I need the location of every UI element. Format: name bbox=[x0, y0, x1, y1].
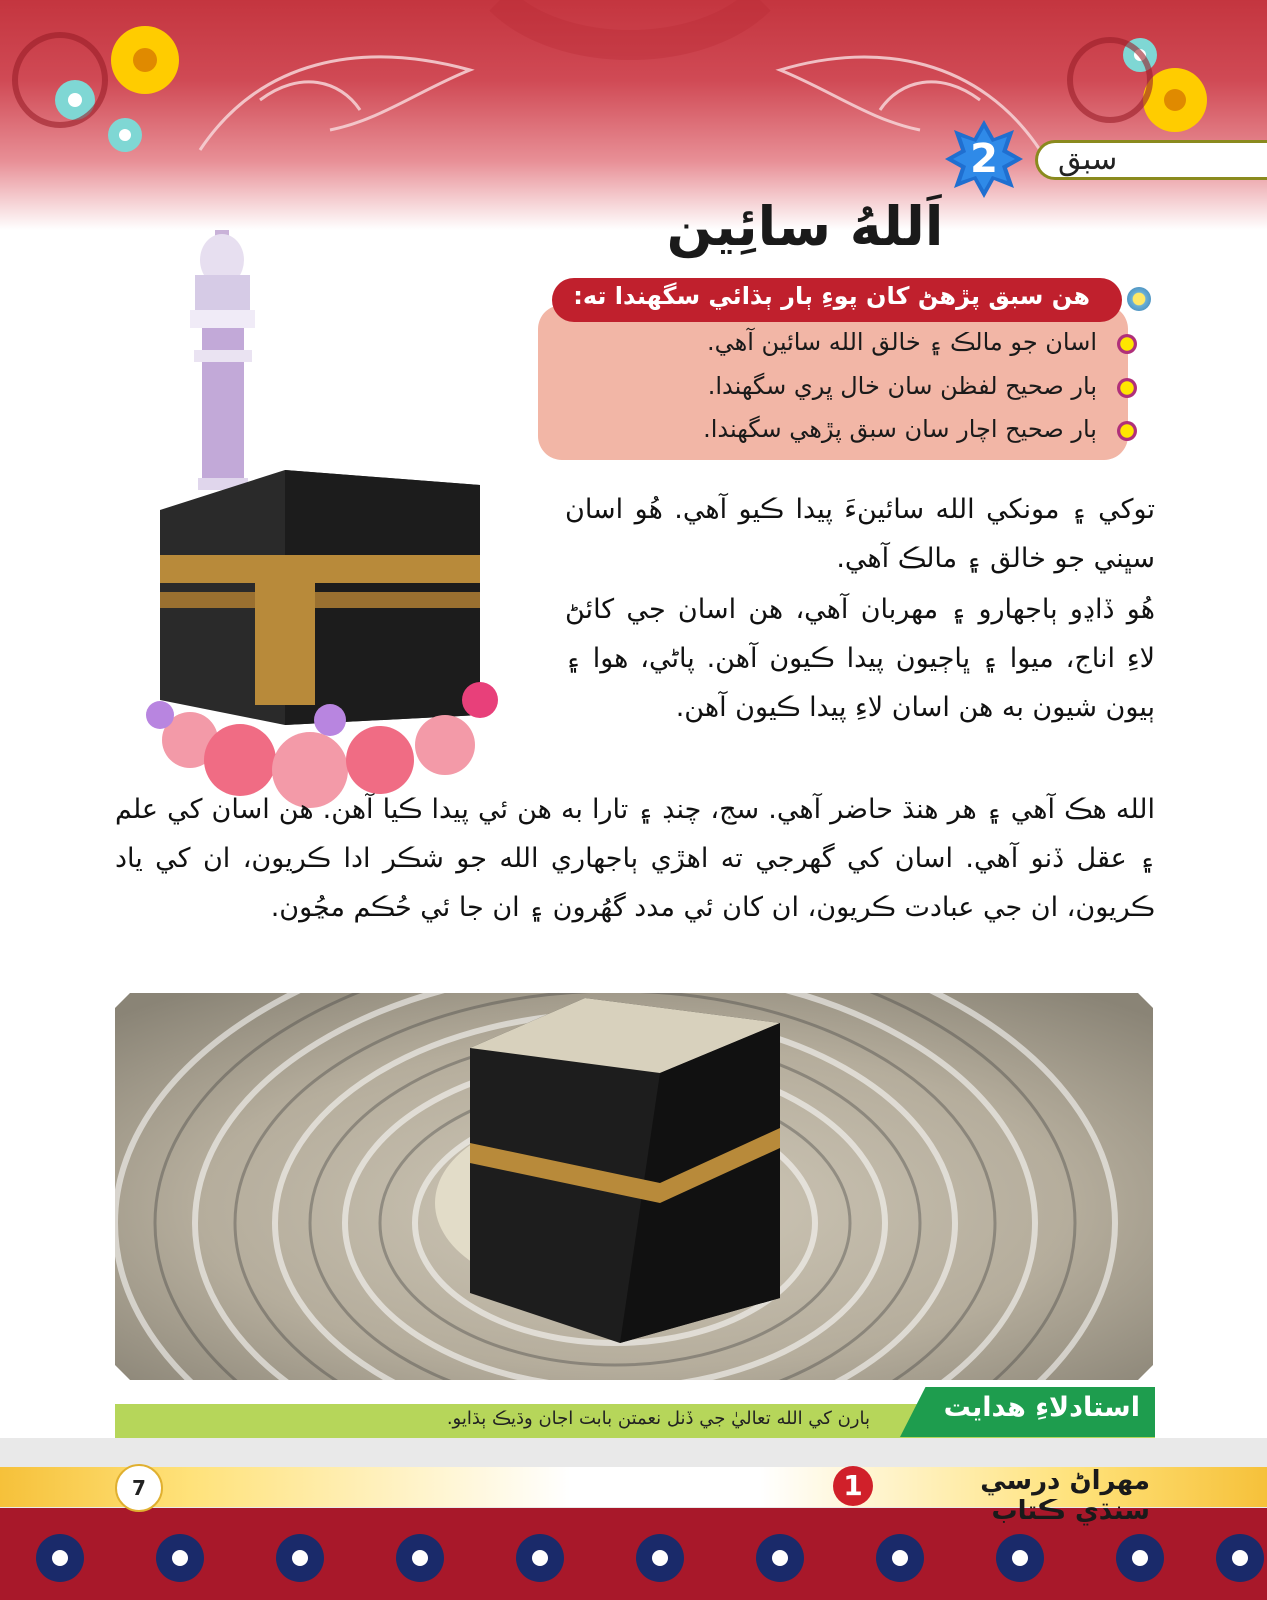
objective-item: ٻار صحيح اچار سان سبق پڙهي سگهندا. bbox=[703, 415, 1097, 443]
lesson-label: سبق bbox=[1058, 142, 1118, 177]
bullet-icon bbox=[1117, 378, 1137, 398]
page-number: 7 bbox=[115, 1464, 163, 1512]
paragraph-1: توکي ۽ مونکي الله سائينءَ پيدا ڪيو آهي. هُو اسان سڀني جو خالق ۽ مالڪ آهي. bbox=[565, 494, 1155, 574]
lesson-number: 2 bbox=[970, 136, 998, 182]
paragraph-2: هُو ڏاڍو ٻاجهارو ۽ مهربان آهي، هن اسان جي کائڻ لاءِ اناج، ميوا ۽ ڀاڄيون پيدا ڪيون آهن. پاڻي، هوا ۽ ٻيون شيون به هن اسان لاءِ پيدا ڪيون آهن. bbox=[565, 594, 1155, 723]
floral-swirl-decoration bbox=[0, 0, 1267, 230]
book-title: مهراڻ درسي سنڌي ڪتاب bbox=[980, 1466, 1150, 1526]
objective-item: اسان جو مالڪ ۽ خالق الله سائين آهي. bbox=[706, 328, 1097, 356]
objectives-bullet-icon bbox=[1127, 287, 1151, 311]
flower-left bbox=[15, 26, 179, 152]
bullet-icon bbox=[1117, 334, 1137, 354]
flower-right bbox=[1070, 38, 1207, 132]
objectives-title: هن سبق پڙهڻ کان پوءِ ٻار ٻڌائي سگهندا ته: bbox=[573, 282, 1090, 310]
teacher-guidance-title: استادلاءِ هدايت bbox=[943, 1392, 1140, 1423]
teacher-guidance-text: ٻارن کي الله تعاليٰ جي ڏنل نعمتن بابت اجان وڌيڪ ٻڌايو. bbox=[446, 1408, 870, 1429]
bullet-icon bbox=[1117, 421, 1137, 441]
paragraph-3: الله هڪ آهي ۽ هر هنڌ حاضر آهي. سج، چنڊ ۽ تارا به هن ئي پيدا ڪيا آهن. هن اسان کي علم ۽ عقل ڏنو آهي. اسان کي گهرجي ته اهڙي ٻاجهاري الله جو شڪر ادا ڪريون، ان کي ياد ڪريون، ان جي عبادت ڪريون، ان کان ئي مدد گهُرون ۽ ان جا ئي حُڪم مڃُون. bbox=[115, 794, 1155, 923]
kaaba-minaret-illustration bbox=[130, 200, 530, 820]
page-header bbox=[0, 0, 1267, 230]
page-title: اَللهُ سائِين bbox=[666, 195, 944, 258]
book-volume-badge: 1 bbox=[833, 1466, 873, 1506]
objective-item: ٻار صحيح لفظن سان خال ڀري سگهندا. bbox=[707, 372, 1097, 400]
kaaba-photo bbox=[115, 993, 1153, 1380]
